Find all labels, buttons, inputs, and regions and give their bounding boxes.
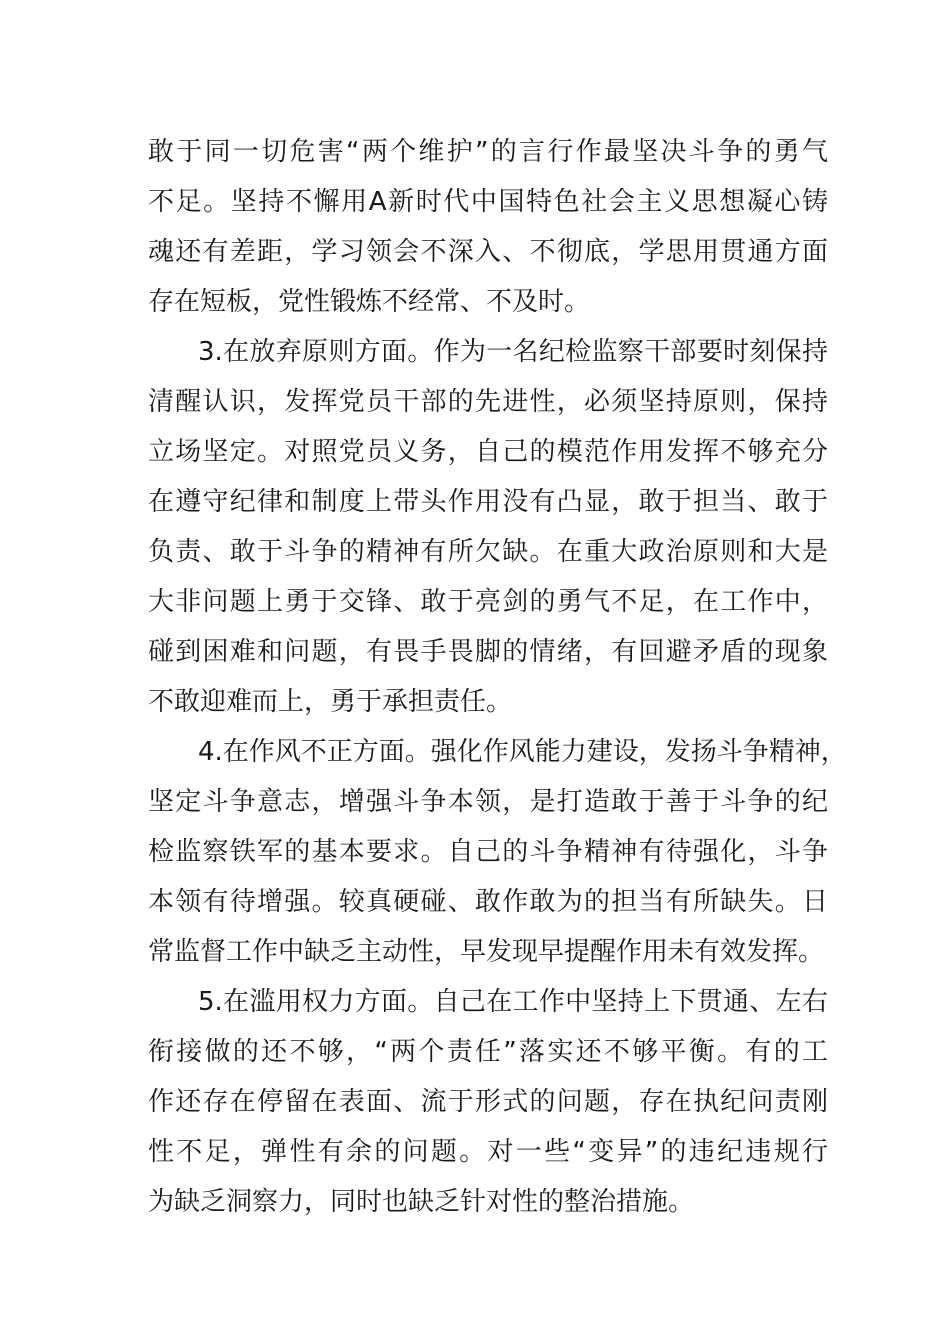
text-line: 敢于同一切危害“两个维护”的言行作最坚决斗争的勇气 [148, 137, 828, 167]
text-line: 5.在滥用权力方面。自己在工作中坚持上下贯通、左右 [198, 987, 828, 1017]
text-line: 不足。坚持不懈用A新时代中国特色社会主义思想凝心铸 [148, 187, 828, 217]
text-line: 衔接做的还不够，“两个责任”落实还不够平衡。有的工 [148, 1037, 828, 1067]
text-line: 为缺乏洞察力，同时也缺乏针对性的整治措施。 [148, 1187, 695, 1217]
text-line: 本领有待增强。较真硬碰、敢作敢为的担当有所缺失。日 [148, 887, 828, 917]
text-line: 检监察铁军的基本要求。自己的斗争精神有待强化，斗争 [148, 837, 828, 867]
text-line: 立场坚定。对照党员义务，自己的模范作用发挥不够充分 [148, 437, 828, 467]
text-line: 碰到困难和问题，有畏手畏脚的情绪，有回避矛盾的现象 [148, 637, 828, 667]
text-line: 常监督工作中缺乏主动性，早发现早提醒作用未有效发挥。 [148, 937, 825, 967]
text-line: 性不足，弹性有余的问题。对一些“变异”的违纪违规行 [148, 1137, 828, 1167]
text-line: 清醒认识，发挥党员干部的先进性，必须坚持原则，保持 [148, 387, 828, 417]
text-line: 在遵守纪律和制度上带头作用没有凸显，敢于担当、敢于 [148, 487, 828, 517]
text-line: 大非问题上勇于交锋、敢于亮剑的勇气不足，在工作中， [148, 587, 828, 617]
text-line: 作还存在停留在表面、流于形式的问题，存在执纪问责刚 [148, 1087, 828, 1117]
text-line: 3.在放弃原则方面。作为一名纪检监察干部要时刻保持 [198, 337, 828, 367]
text-line: 负责、敢于斗争的精神有所欠缺。在重大政治原则和大是 [148, 537, 828, 567]
text-line: 魂还有差距，学习领会不深入、不彻底，学思用贯通方面 [148, 237, 828, 267]
text-line: 4.在作风不正方面。强化作风能力建设，发扬斗争精神， [198, 737, 847, 767]
text-line: 坚定斗争意志，增强斗争本领，是打造敢于善于斗争的纪 [148, 787, 828, 817]
text-line: 不敢迎难而上，勇于承担责任。 [148, 687, 513, 717]
text-line: 存在短板，党性锻炼不经常、不及时。 [148, 287, 591, 317]
